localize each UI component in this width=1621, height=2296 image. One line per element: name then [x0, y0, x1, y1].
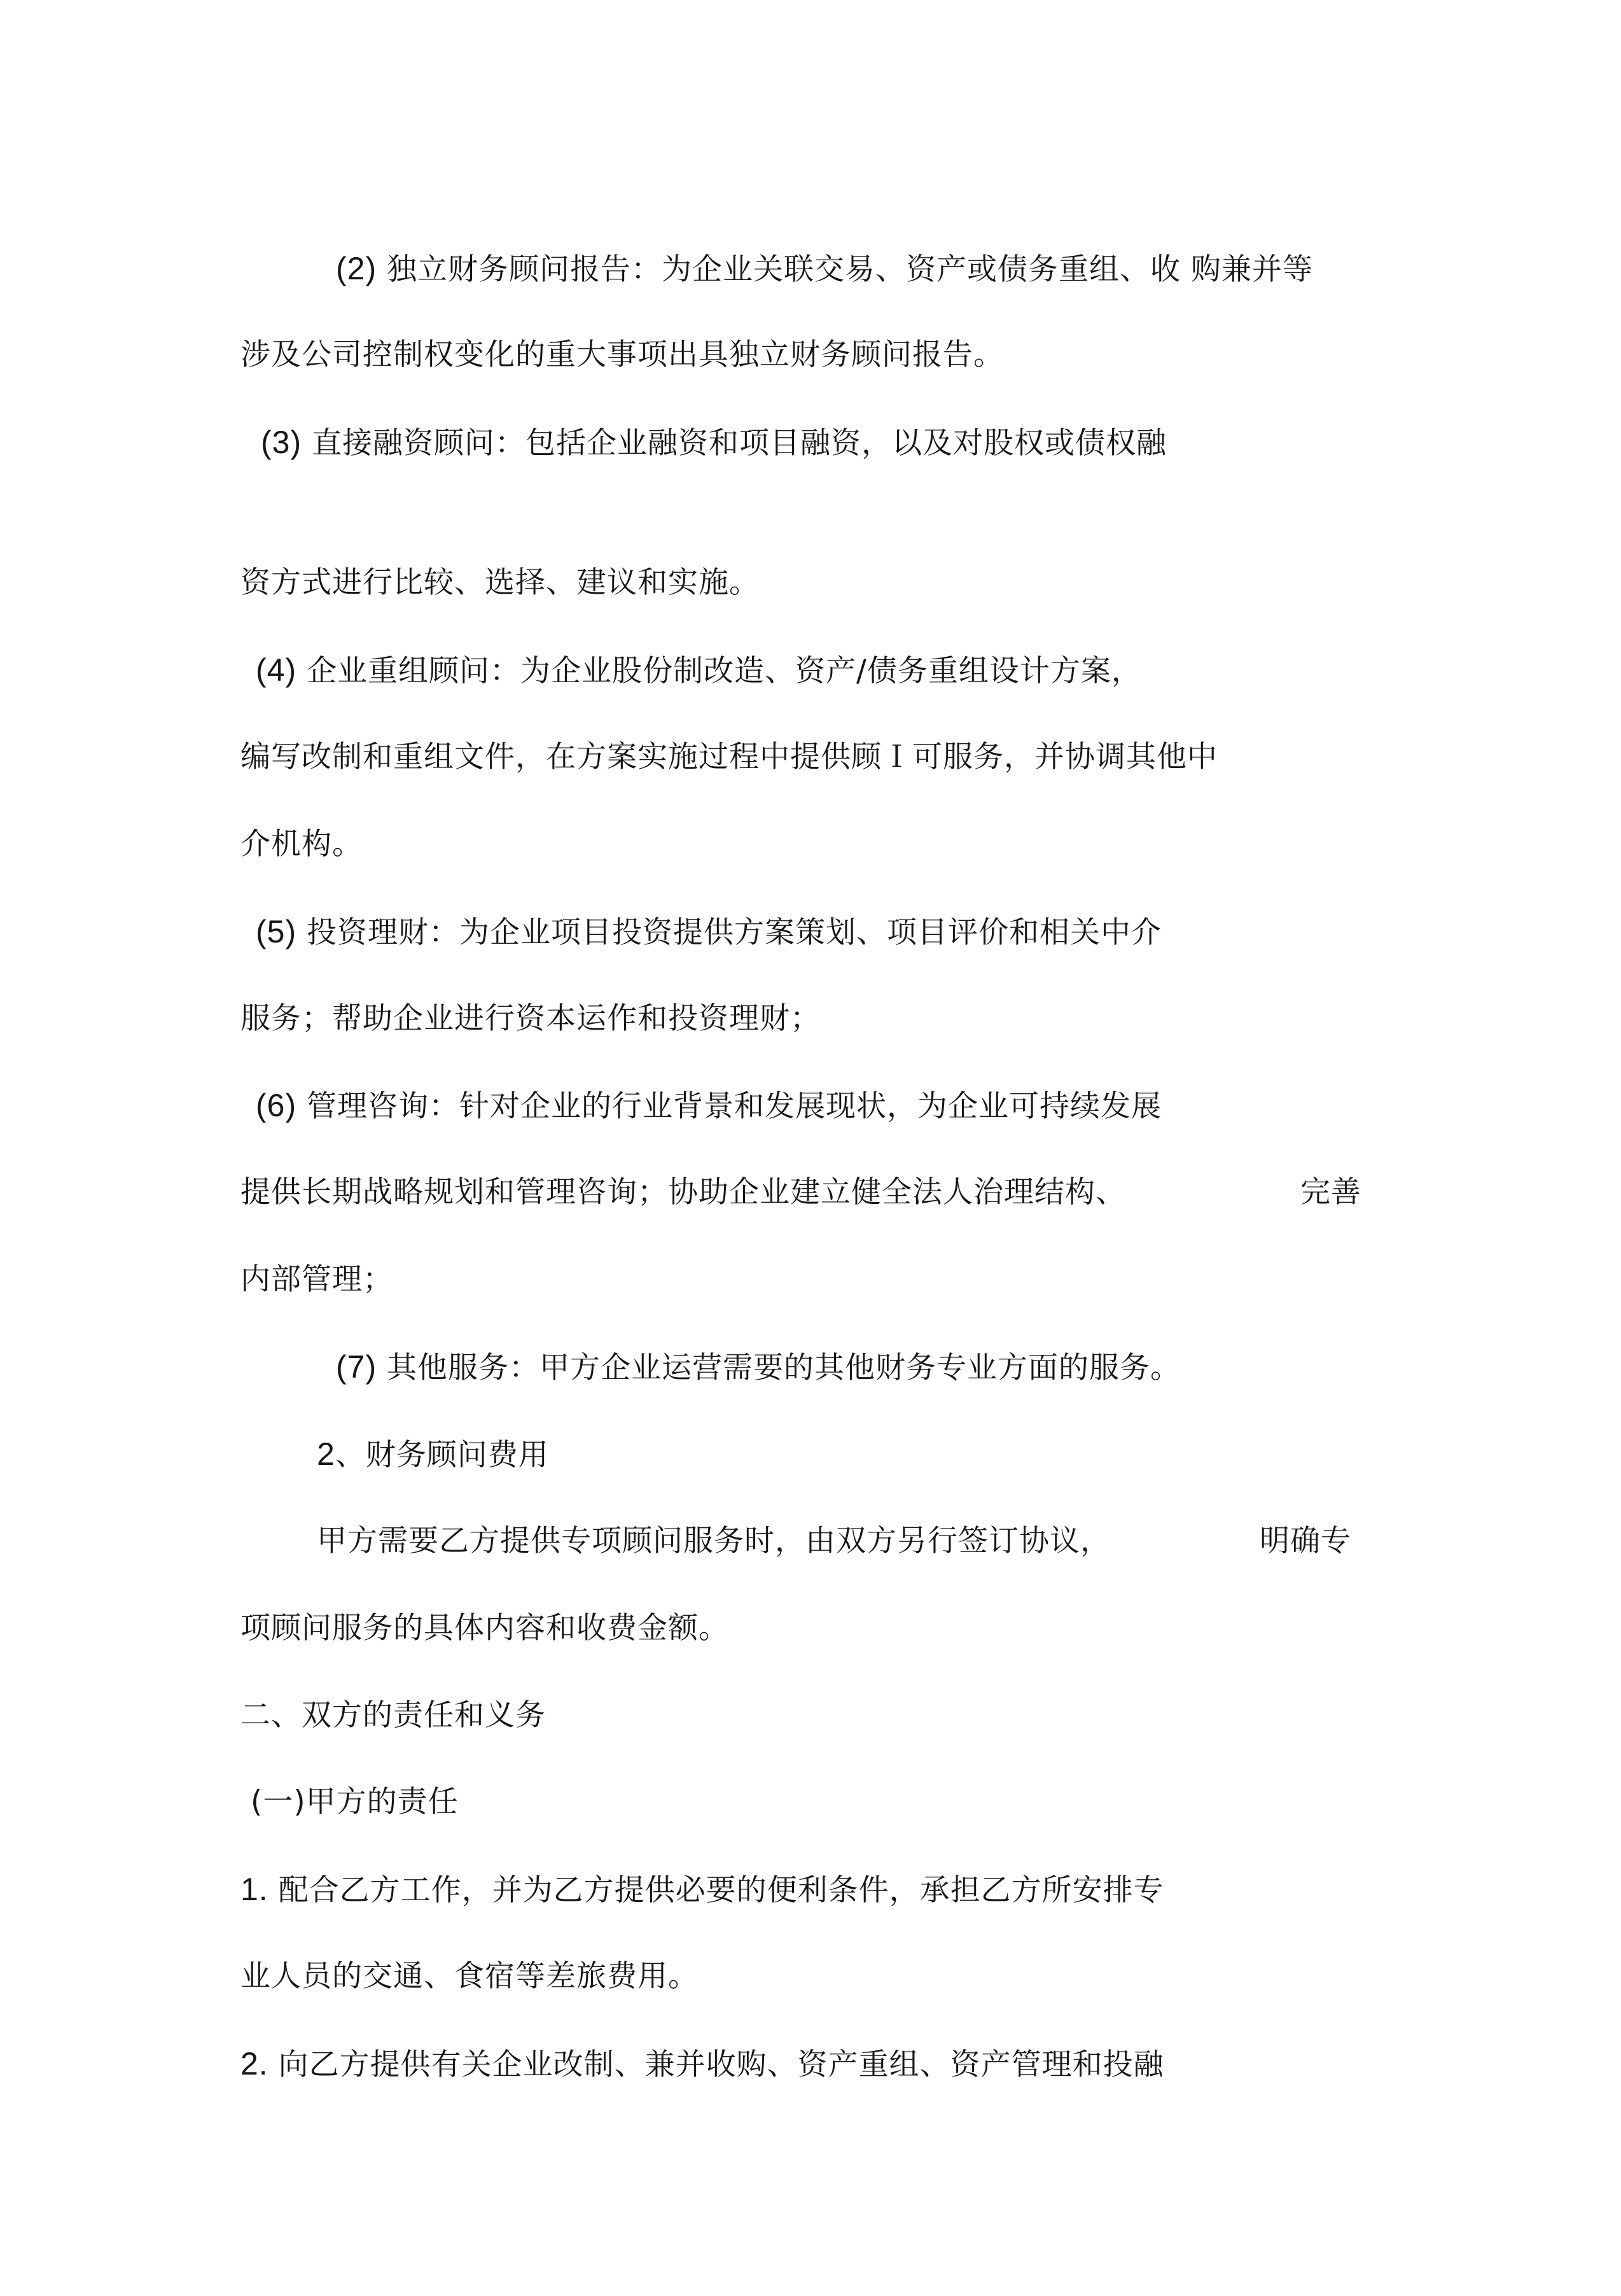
paragraph-line-13	[336, 1348, 1181, 1387]
line-text: 涉及公司控制权变化的重大事项出具独立财务顾问报告。	[240, 337, 1004, 372]
paragraph-line-15	[317, 1522, 1111, 1560]
line-text: 内部管理；	[240, 1262, 393, 1297]
item-number: (7)	[336, 1349, 377, 1385]
line-text: 、财务顾问费用	[335, 1438, 549, 1473]
line-text: 甲方需要乙方提供专项顾问服务时，由双方另行签订协议，	[317, 1523, 1111, 1558]
item-number: 2	[317, 1436, 335, 1472]
item-number: (6)	[256, 1088, 297, 1123]
paragraph-line-19	[240, 1870, 1164, 1910]
paragraph-line-15-tail	[1260, 1522, 1351, 1560]
paragraph-line-1	[336, 249, 1313, 289]
line-text: 业人员的交通、食宿等差旅费用。	[240, 1959, 699, 1994]
paragraph-line-7	[240, 825, 363, 864]
line-text: 资方式进行比较、选择、建议和实施。	[240, 565, 760, 600]
item-number: (2)	[336, 251, 377, 286]
line-text: 管理咨询：针对企业的行业背景和发展现状，为企业可持续发展	[307, 1089, 1162, 1124]
line-text: 介机构。	[240, 827, 363, 862]
line-text: 提供长期战略规划和管理咨询；协助企业建立健全法人治理结构、	[240, 1175, 1126, 1210]
line-text: 项顾问服务的具体内容和收费金额。	[240, 1611, 729, 1646]
line-text: 服务；帮助企业进行资本运作和投资理财；	[240, 1001, 821, 1036]
paragraph-line-20	[240, 1957, 699, 1996]
line-text: 直接融资顾问：包括企业融资和项目融资，以及对股权或债权融	[312, 426, 1167, 461]
paragraph-line-12	[240, 1261, 393, 1299]
item-number: 1.	[240, 1872, 268, 1907]
section-heading-responsibilities	[240, 1697, 546, 1735]
line-text: 编写改制和重组文件，在方案实施过程中提供顾Ｉ可服务，并协调其他中	[240, 739, 1218, 774]
line-text: (一)甲方的责任	[251, 1784, 459, 1819]
line-text: 投资理财：为企业项目投资提供方案策划、项目评价和相关中介	[307, 915, 1162, 950]
line-text: 向乙方提供有关企业改制、兼并收购、资产重组、资产管理和投融	[278, 2047, 1164, 2082]
item-number: (4)	[256, 652, 297, 688]
line-text: 独立财务顾问报告：为企业关联交易、资产或债务重组、收 购兼并等	[387, 252, 1314, 287]
paragraph-line-2	[240, 336, 1004, 374]
paragraph-line-21	[240, 2045, 1164, 2084]
section-heading-fee	[317, 1435, 549, 1474]
paragraph-line-6	[240, 738, 1218, 776]
line-text: 配合乙方工作，并为乙方提供必要的便利条件，承担乙方所安排专	[278, 1873, 1164, 1908]
paragraph-line-8	[256, 913, 1162, 952]
line-text: 明确专	[1260, 1523, 1351, 1558]
paragraph-line-10	[256, 1086, 1162, 1126]
paragraph-line-3	[261, 423, 1167, 463]
paragraph-line-11-tail	[1300, 1173, 1361, 1212]
line-text: 二、双方的责任和义务	[240, 1698, 546, 1733]
paragraph-line-16	[240, 1609, 729, 1648]
line-text: 完善	[1300, 1175, 1361, 1210]
paragraph-line-5	[256, 651, 1142, 690]
item-number: 2.	[240, 2046, 268, 2082]
paragraph-line-9	[240, 1000, 821, 1038]
paragraph-line-4	[240, 564, 760, 602]
paragraph-line-11	[240, 1173, 1126, 1212]
line-text: 企业重组顾问：为企业股份制改造、资产/债务重组设计方案，	[307, 654, 1142, 689]
item-number: (3)	[261, 424, 302, 460]
subsection-heading-party-a	[251, 1783, 459, 1821]
item-number: (5)	[256, 914, 297, 949]
line-text: 其他服务：甲方企业运营需要的其他财务专业方面的服务。	[387, 1350, 1181, 1385]
